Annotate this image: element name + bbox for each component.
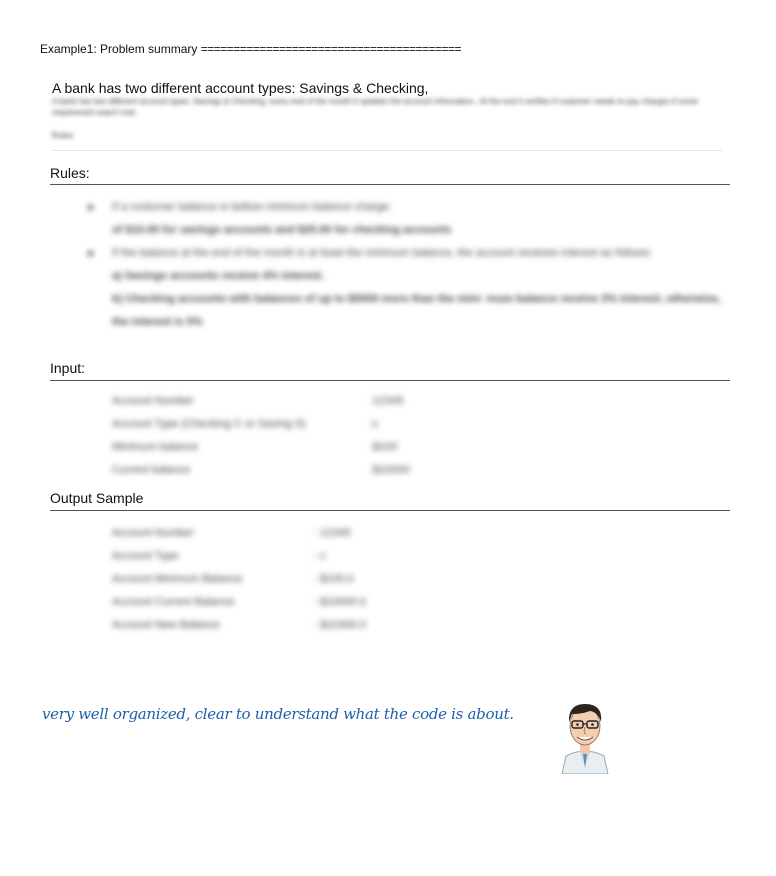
- intro-blurred-paragraph: A bank has two different account types: Savings & Checking, every end of the month it updates the account information.. At the end it verifies if customer needs to pay charges if some requirement wasn't met.: [52, 97, 698, 117]
- header-label: Example1: Problem summary: [40, 42, 198, 56]
- input-row: [112, 436, 398, 459]
- intro-divider: [52, 150, 722, 151]
- input-row: [112, 390, 404, 413]
- output-row: [112, 545, 326, 568]
- output-table: [112, 522, 366, 637]
- input-label: Account Type (Checking C or Saving S): [112, 418, 306, 430]
- rule-item: [84, 196, 724, 219]
- intro-blurred-extra: Rules:: [52, 131, 75, 140]
- rule-text: If a costumer balance is bellow minimum balance charge:: [112, 201, 392, 213]
- output-divider: [50, 510, 730, 511]
- output-value: : $10300.0: [314, 619, 366, 631]
- header-rule: ========================================: [200, 42, 462, 56]
- rule-sub: b) Checking accounts with balances of up to $5000 more than the mini- mum balance receive 3% interest; otherwise, the interest is 5%: [112, 293, 721, 328]
- input-row: [112, 413, 379, 436]
- bullet-icon: [88, 205, 93, 210]
- bullet-icon: [88, 251, 93, 256]
- rules-list: [84, 196, 724, 334]
- output-row: [112, 522, 351, 545]
- output-value: : $10000.0: [314, 596, 366, 608]
- input-value: :$10000: [370, 464, 410, 476]
- document-header: [40, 42, 461, 56]
- output-value: : 12345: [314, 527, 351, 539]
- rules-divider: [50, 184, 730, 185]
- input-value: :c: [370, 418, 379, 430]
- input-row: [112, 459, 410, 482]
- reviewer-comment: very well organized, clear to understand what the code is about.: [42, 705, 514, 723]
- rules-title: Rules:: [50, 165, 90, 181]
- output-row: [112, 614, 366, 637]
- input-label: Account Number: [112, 395, 194, 407]
- output-value: : $100.0: [314, 573, 354, 585]
- intro-line: A bank has two different account types: Savings & Checking,: [52, 80, 429, 96]
- output-row: [112, 591, 366, 614]
- output-label: Account Minimum Balance: [112, 573, 243, 585]
- input-value: :12345: [370, 395, 404, 407]
- output-label: Account Current Balance: [112, 596, 235, 608]
- output-title: Output Sample: [50, 490, 144, 506]
- input-table: [112, 390, 410, 482]
- input-label: Current balance: [112, 464, 191, 476]
- rule-item: [84, 242, 724, 265]
- output-label: Account Number: [112, 527, 194, 539]
- rule-sub: of $10.00 for savings accounts and $25.00 for checking accounts: [112, 224, 452, 236]
- rule-text: If the balance at the end of the month is at least the minimum balance, the account receives interest as follows:: [112, 247, 652, 259]
- output-value: : c: [314, 550, 326, 562]
- output-label: Account Type: [112, 550, 179, 562]
- input-divider: [50, 380, 730, 381]
- input-title: Input:: [50, 360, 86, 376]
- input-value: :$100: [370, 441, 398, 453]
- output-label: Account New Balance: [112, 619, 220, 631]
- input-label: Minimum balance: [112, 441, 199, 453]
- rule-sub: a) Savings accounts receive 4% interest.: [112, 270, 325, 282]
- output-row: [112, 568, 354, 591]
- cartoon-man-avatar-icon: [556, 694, 614, 774]
- intro-blurred-text: [52, 96, 722, 141]
